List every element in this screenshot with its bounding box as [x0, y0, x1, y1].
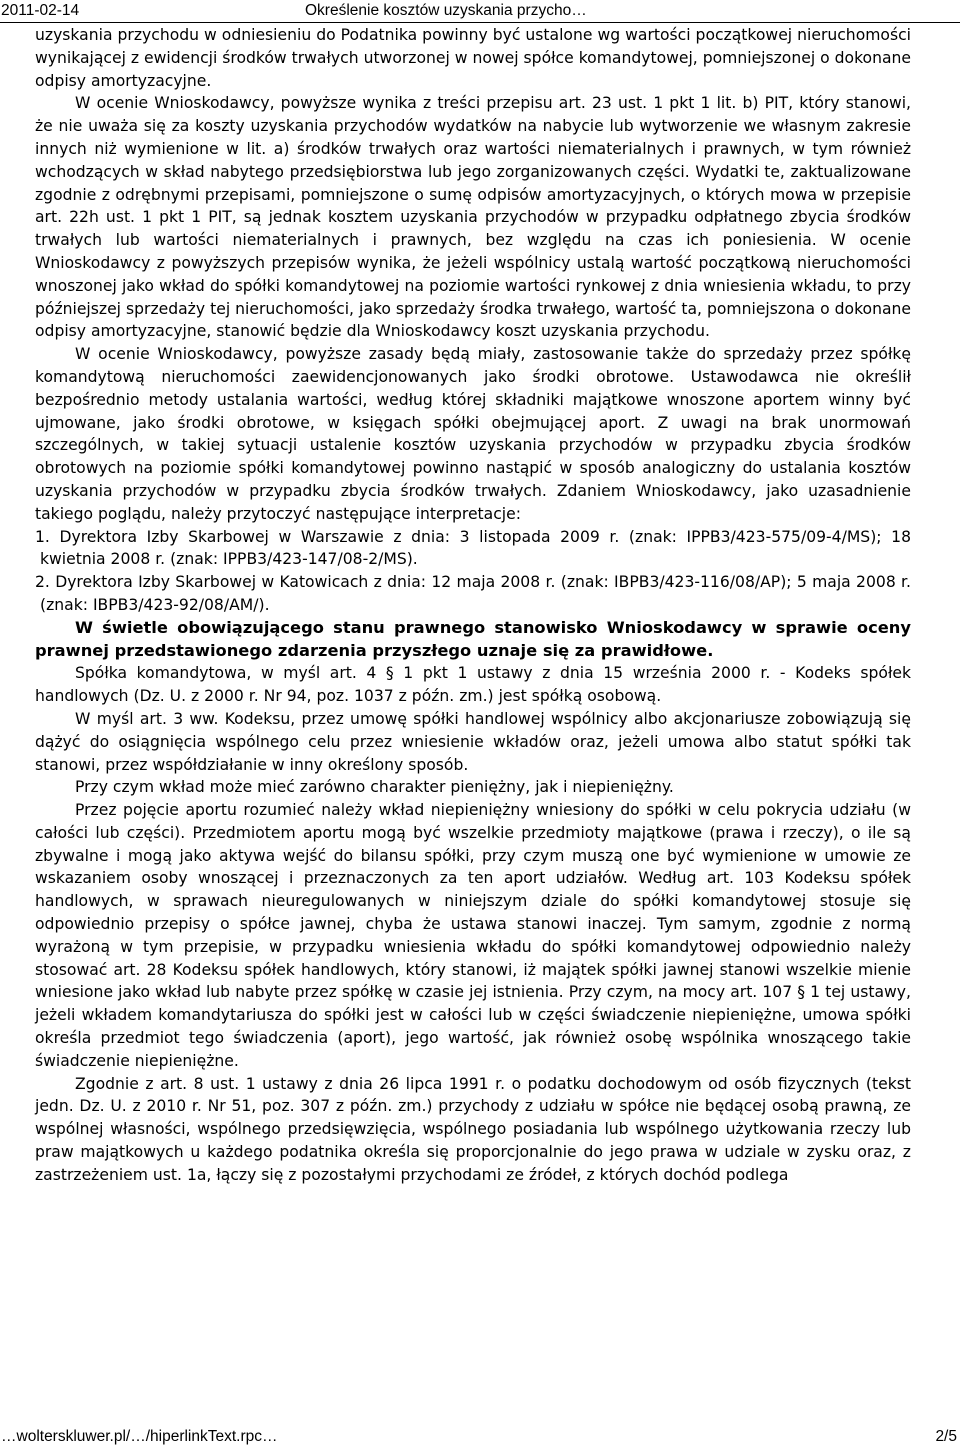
- paragraph: W ocenie Wnioskodawcy, powyższe wynika z treści przepisu art. 23 ust. 1 pkt 1 lit. b) PIT, który stanowi, że nie uważa się za koszty uzyskania przychodów wydatków na nabycie lub wytworzenie we własnym zakresie innych niż wymienione w lit. a) środków trwałych oraz wartości niematerialnych i prawnych, w tym również wchodzących w skład nabytego przedsiębiorstwa lub jego zorganizowanych części. Wydatki te, zaktualizowane zgodnie z odrębnymi przepisami, pomniejszone o sumę odpisów amortyzacyjnych, o których mowa w przepisie art. 22h ust. 1 pkt 1 PIT, są jednak kosztem uzyskania przychodów w przypadku odpłatnego zbycia środków trwałych lub wartości niematerialnych i prawnych, bez względu na czas ich poniesienia. W ocenie Wnioskodawcy z powyższych przepisów wynika, że jeżeli wspólnicy ustalą wartość początkową nieruchomości wnoszonej jako wkład do spółki komandytowej na poziomie wartości rynkowej z dnia wniesienia wkładu, to przy późniejszej sprzedaży tej nieruchomości, jako sprzedaży środka trwałego, wartość ta, pomniejszona o dokonane odpisy amortyzacyjne, stanowić będzie dla Wnioskodawcy koszt uzyskania przychodu.: [35, 94, 911, 341]
- paragraph: Przez pojęcie aportu rozumieć należy wkład niepieniężny wniesiony do spółki w celu pokrycia udziału (w całości lub części). Przedmiotem aportu mogą być wszelkie przedmioty majątkowe (prawa i rzeczy), o ile są zbywalne i mogą jako aktywa wejść do bilansu spółki, przy czym muszą one być wymienione w umowie ze wskazaniem osoby wnoszącej i przeznaczonych za ten aport udziałów. Według art. 103 Kodeksu spółek handlowych, w sprawach nieuregulowanych w niniejszym dziale do spółki komandytowej stosuje się odpowiednio przepisy o spółce jawnej, chyba że ustawa stanowi inaczej. Tym samym, zgodnie z normą wyrażoną w tym przepisie, w przypadku wniesienia wkładu do spółki komandytowej odpowiednio należy stosować art. 28 Kodeksu spółek handlowych, który stanowi, iż majątek spółki jawnej stanowi wszelkie mienie wniesione jako wkład lub nabyte przez spółkę w czasie jej istnienia. Przy czym, na mocy art. 107 § 1 tej ustawy, jeżeli wkładem komandytariusza do spółki jest w całości lub w części świadczenie niepieniężne, umowa spółki określa przedmiot tego świadczenia (aport), jego wartość, jak również osobę wspólnika wnoszącego takie świadczenie niepieniężne.: [35, 801, 911, 1070]
- paragraph: Zgodnie z art. 8 ust. 1 ustawy z dnia 26 lipca 1991 r. o podatku dochodowym od osób fizycznych (tekst jedn. Dz. U. z 2010 r. Nr 51, poz. 307 z późn. zm.) przychody z udziału w spółce nie będącej osobą prawną, ze wspólnej własności, wspólnego przedsięwzięcia, wspólnego posiadania lub wspólnego użytkowania rzeczy lub praw majątkowych u każdego podatnika określa się proporcjonalnie do jego prawa w udziale w zysku oraz, z zastrzeżeniem ust. 1a, łączy się z pozostałymi przychodami ze źródeł, z których dochód podlega: [35, 1074, 911, 1184]
- paragraph: uzyskania przychodu w odniesieniu do Podatnika powinny być ustalone wg wartości początkowej nieruchomości wynikającej z ewidencji środków trwałych utworzonej w nowej spółce komandytowej, pomniejszonej o dokonane odpisy amortyzacyjne.: [35, 26, 911, 90]
- page-number: 2/5: [935, 1428, 957, 1445]
- list-item: 2. Dyrektora Izby Skarbowej w Katowicach z dnia: 12 maja 2008 r. (znak: IBPB3/423-116/08/AP); 5 maja 2008 r. (znak: IBPB3/423-92/08/AM/).: [35, 573, 911, 614]
- paragraph: Przy czym wkład może mieć zarówno charakter pieniężny, jak i niepieniężny.: [75, 778, 674, 797]
- header-date: 2011-02-14: [1, 2, 80, 19]
- list-item: 1. Dyrektora Izby Skarbowej w Warszawie z dnia: 3 listopada 2009 r. (znak: IPPB3/423-575/09-4/MS); 18 kwietnia 2008 r. (znak: IPPB3/423-147/08-2/MS).: [35, 527, 911, 569]
- document-body: [35, 24, 911, 1187]
- page-header: [0, 0, 960, 23]
- page-footer: [0, 1426, 960, 1448]
- header-title: Określenie kosztów uzyskania przycho…: [305, 2, 587, 19]
- paragraph: W ocenie Wnioskodawcy, powyższe zasady będą miały, zastosowanie także do sprzedaży przez spółkę komandytową nieruchomości zaewidencjonowanych jako środki obrotowe. Ustawodawca nie określił bezpośrednio metody ustalania wartości, według której składniki majątkowe wnoszone aportem winny być ujmowane, jako środki obrotowe, w księgach spółki obejmującej aport. Z uwagi na brak unormowań szczególnych, w takiej sytuacji ustalenie kosztów uzyskania przychodów w przypadku zbycia środków obrotowych na poziomie spółki komandytowej powinno nastąpić w sposób analogiczny do ustalania kosztów uzyskania przychodów w przypadku zbycia środków trwałych. Zdaniem Wnioskodawcy, jako uzasadnienie takiego poglądu, należy przytoczyć następujące interpretacje:: [35, 345, 911, 523]
- paragraph: Spółka komandytowa, w myśl art. 4 § 1 pkt 1 ustawy z dnia 15 września 2000 r. - Kodeks spółek handlowych (Dz. U. z 2000 r. Nr 94, poz. 1037 z późn. zm.) jest spółką osobową.: [35, 664, 911, 706]
- ruling-statement: W świetle obowiązującego stanu prawnego stanowisko Wnioskodawcy w sprawie oceny prawnej przedstawionego zdarzenia przyszłego uznaje się za prawidłowe.: [35, 617, 911, 660]
- footer-url: …wolterskluwer.pl/…/hiperlinkText.rpc…: [1, 1428, 278, 1445]
- paragraph: W myśl art. 3 ww. Kodeksu, przez umowę spółki handlowej wspólnicy albo akcjonariusze zobowiązują się dążyć do osiągnięcia wspólnego celu przez wniesienie wkładów oraz, jeżeli umowa albo statut spółki tak stanowi, przez współdziałanie w inny określony sposób.: [35, 709, 911, 774]
